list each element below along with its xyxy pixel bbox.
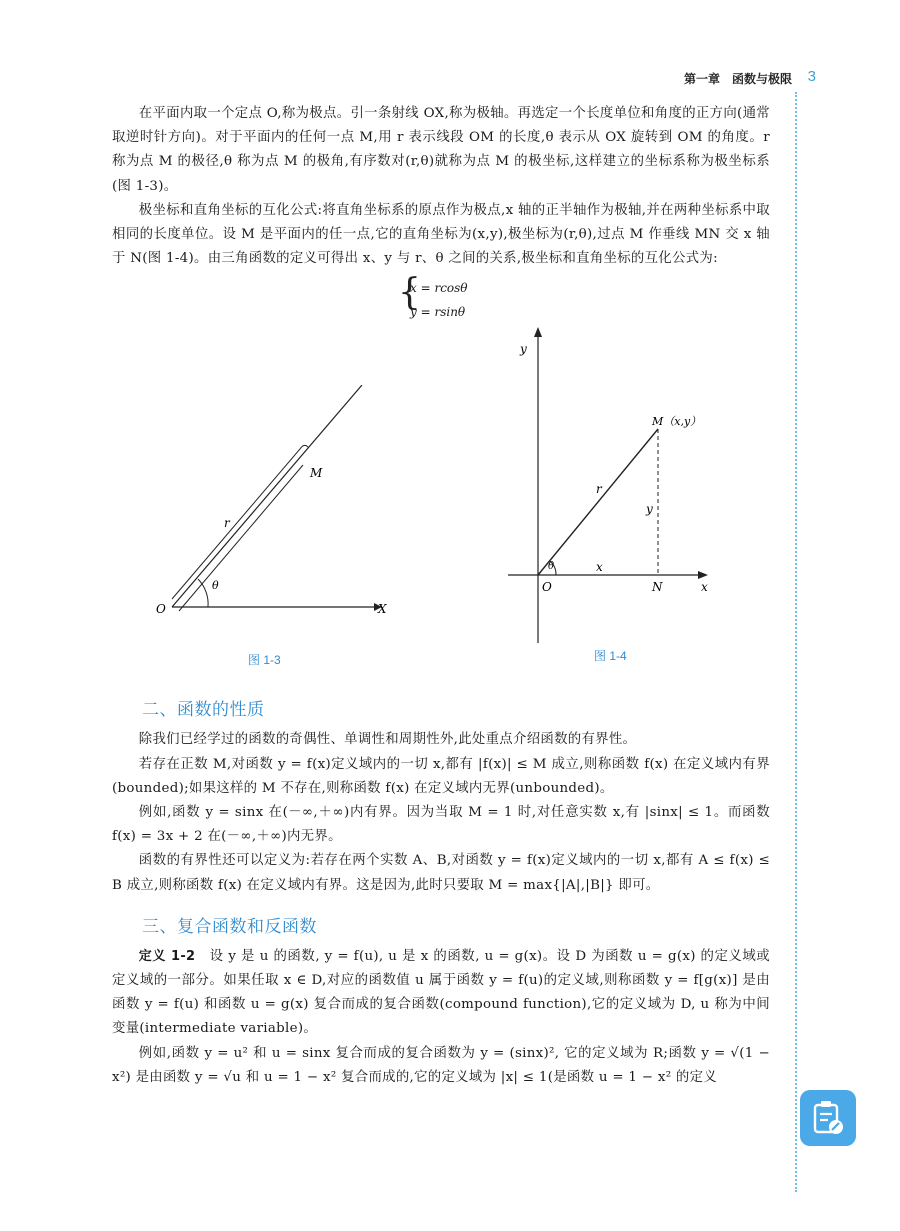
paragraph-composite-example: 例如,函数 y = u² 和 u = sinx 复合而成的复合函数为 y = (sinx)², 它的定义域为 R;函数 y = √(1 − x²) 是由函数 y = √u 和 u = 1 − x² 复合而成的,它的定义域为 |x| ≤ 1(是函数 u = 1 − x² 的定义 <box>112 1045 770 1085</box>
label-r-2: r <box>596 482 602 497</box>
paragraph-properties-intro: 除我们已经学过的函数的奇偶性、单调性和周期性外,此处重点介绍函数的有界性。 <box>138 732 637 748</box>
notes-button[interactable] <box>800 1090 856 1146</box>
paragraph-bounded-example: 例如,函数 y = sinx 在(－∞,＋∞)内有界。因为当取 M = 1 时,对任意实数 x,有 |sinx| ≤ 1。而函数 f(x) = 3x + 2 在(－∞,＋∞)内无界。 <box>112 805 770 845</box>
figures-row <box>112 325 770 681</box>
label-y-axis: y <box>520 342 527 357</box>
formula-x: x = rcosθ <box>410 281 468 296</box>
r-brace <box>172 446 308 600</box>
figure-1-3 <box>152 385 392 668</box>
paragraph-conversion-formula: 极坐标和直角坐标的互化公式:将直角坐标系的原点作为极点,x 轴的正半轴作为极轴,并在两种坐标系中取相同的长度单位。设 M 是平面内的任一点,它的直角坐标为(x,y),极坐标为(r,θ),过点 M 作垂线 MN 交 x 轴于 N(图 1-4)。由三角函数的定义可得出 x、y 与 r、θ 之间的关系,极坐标和直角坐标的互化公式为: <box>112 202 770 267</box>
label-r: r <box>224 516 230 531</box>
label-M: M <box>310 466 323 481</box>
definition-text: 设 y 是 u 的函数, y = f(u), u 是 x 的函数, u = g(x)。设 D 为函数 u = g(x) 的定义域或定义域的一部分。如果任取 x ∈ D,对应的函数值 u 属于函数 y = f(u)的定义域,则称函数 y = f[g(x)] 是由函数 y = f(u) 和函数 u = g(x) 复合而成的复合函数(compound function),它的定义域为 D, u 称为中间变量(intermediate variable)。 <box>112 948 770 1037</box>
polar-diagram <box>152 385 392 635</box>
section-title-properties: 二、函数的性质 <box>142 700 265 721</box>
paragraph-bounded-alt-definition: 函数的有界性还可以定义为:若存在两个实数 A、B,对函数 y = f(x)定义域内的一切 x,都有 A ≤ f(x) ≤ B 成立,则称函数 f(x) 在定义域内有界。这是因为,此时只要取 M = max{|A|,|B|} 即可。 <box>112 853 770 893</box>
formula-y: y = rsinθ <box>410 305 466 320</box>
label-O: O <box>156 602 166 617</box>
paragraph-bounded-definition: 若存在正数 M,对函数 y = f(x)定义域内的一切 x,都有 |f(x)| ≤ M 成立,则称函数 f(x) 在定义域内有界(bounded);如果这样的 M 不存在,则称函数 f(x) 在定义域内无界(unbounded)。 <box>112 756 770 796</box>
figure-1-4-caption: 图 1-4 <box>594 649 627 664</box>
label-theta-2: θ <box>548 561 555 573</box>
page-content <box>112 102 770 1090</box>
ray-OM <box>172 385 362 607</box>
figure-1-3-caption: 图 1-3 <box>248 653 281 668</box>
segment-OM <box>538 429 658 575</box>
definition-label: 定义 1-2 <box>138 948 196 964</box>
label-theta: θ <box>212 579 219 593</box>
notes-edit-icon <box>812 1100 844 1136</box>
label-x-segment: x <box>596 560 603 575</box>
label-x-axis: x <box>701 580 708 595</box>
label-X: X <box>378 602 387 617</box>
label-M-xy: M（x,y） <box>652 415 702 429</box>
chapter-title: 第一章 函数与极限 <box>683 72 792 86</box>
figure-1-4 <box>508 325 718 664</box>
cartesian-diagram <box>508 325 718 643</box>
formula-block <box>112 272 770 325</box>
label-O-2: O <box>542 580 552 595</box>
paragraph-definition-1-2 <box>112 945 770 1042</box>
r-brace-lower <box>179 465 303 611</box>
label-y-segment: y <box>646 502 653 517</box>
margin-dotted-rule <box>795 92 797 1192</box>
label-N: N <box>652 580 663 595</box>
section-title-composite: 三、复合函数和反函数 <box>142 916 317 937</box>
formula-brace: { <box>398 272 421 314</box>
paragraph-polar-definition: 在平面内取一个定点 O,称为极点。引一条射线 OX,称为极轴。再选定一个长度单位和角度的正方向(通常取逆时针方向)。对于平面内的任何一点 M,用 r 表示线段 OM 的长度,θ 表示从 OX 旋转到 OM 的角度。r 称为点 M 的极径,θ 称为点 M 的极角,有序数对(r,θ)就称为点 M 的极坐标,这样建立的坐标系称为极坐标系(图 1-3)。 <box>112 106 770 194</box>
y-axis-arrow <box>534 327 542 337</box>
x-axis-arrow <box>698 571 708 579</box>
running-header <box>0 70 900 90</box>
page-number: 3 <box>807 68 816 85</box>
